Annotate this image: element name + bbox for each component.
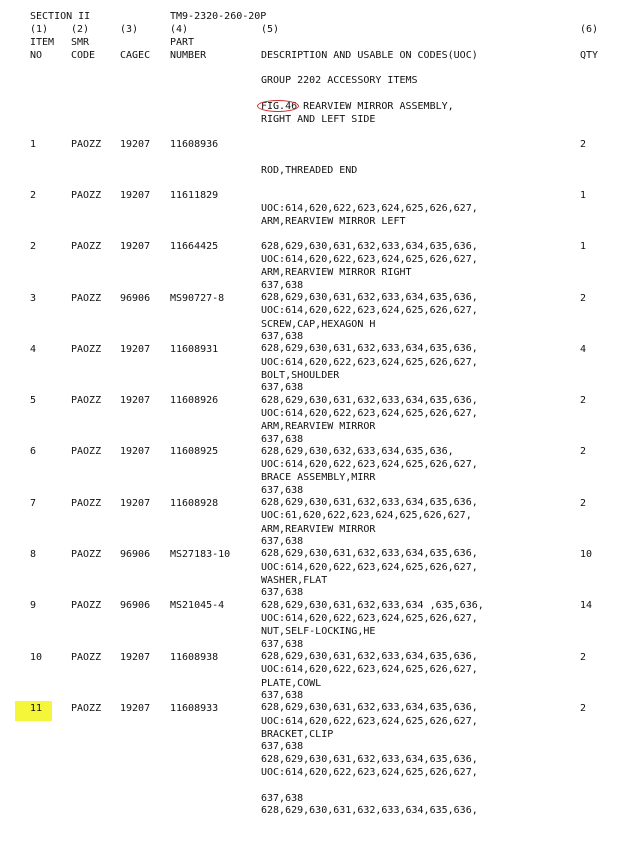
description-line: UOC:614,620,622,623,624,625,626,627, (261, 356, 478, 368)
description-line: 628,629,630,631,632,633,634,635,636, (261, 395, 478, 407)
quantity: 2 (580, 498, 587, 509)
figure-annotation-circle (257, 100, 299, 112)
description-line: UOC:614,620,622,623,624,625,626,627, (261, 407, 478, 419)
part-number: 11608936 (170, 139, 219, 150)
part-number: 11608926 (170, 395, 219, 406)
description-line: 628,629,630,631,632,633,634,635,636, (261, 548, 478, 560)
quantity: 14 (580, 600, 593, 611)
part-number: MS27183-10 (170, 549, 231, 560)
description-line: 637,638 (261, 279, 304, 291)
col-num-4: (4) (170, 24, 189, 35)
smr-code: PAOZZ (71, 600, 102, 611)
part-number: 11664425 (170, 241, 219, 252)
item-number: 9 (30, 600, 37, 611)
item-number: 11 (30, 703, 43, 714)
description-line: 637,638 (261, 740, 304, 752)
col-header-no: NO (30, 50, 43, 61)
quantity: 2 (580, 446, 587, 457)
section-label: SECTION II (30, 11, 91, 22)
description-line: UOC:614,620,622,623,624,625,626,627, (261, 663, 478, 675)
description-line: BRACKET,CLIP (261, 728, 334, 740)
description-line: 637,638 (261, 381, 304, 393)
description-line: 628,629,630,631,632,633,634,635,636, (261, 805, 478, 817)
description-line: 637,638 (261, 484, 304, 496)
description-line: BRACE ASSEMBLY,MIRR (261, 471, 376, 483)
col-header-part: PART (170, 37, 195, 48)
quantity: 2 (580, 395, 587, 406)
part-number: 11608925 (170, 446, 219, 457)
description-line: UOC:614,620,622,623,624,625,626,627, (261, 202, 478, 214)
cagec: 19207 (120, 241, 151, 252)
item-number: 4 (30, 344, 37, 355)
item-number: 6 (30, 446, 37, 457)
description-line: 628,629,630,632,633,634,635,636, (261, 446, 454, 458)
description-line: 628,629,630,631,632,633,634,635,636, (261, 754, 478, 766)
description-line: UOC:614,620,622,623,624,625,626,627, (261, 715, 478, 727)
part-number: 11608928 (170, 498, 219, 509)
description-line: 628,629,630,631,632,633,634,635,636, (261, 497, 478, 509)
item-number: 10 (30, 652, 43, 663)
description-line: UOC:614,620,622,623,624,625,626,627, (261, 612, 478, 624)
quantity: 10 (580, 549, 593, 560)
cagec: 96906 (120, 600, 151, 611)
description-line: 628,629,630,631,632,633,634,635,636, (261, 343, 478, 355)
smr-code: PAOZZ (71, 703, 102, 714)
description-line: 637,638 (261, 792, 304, 804)
quantity: 4 (580, 344, 587, 355)
quantity: 1 (580, 190, 587, 201)
smr-code: PAOZZ (71, 241, 102, 252)
item-number: 8 (30, 549, 37, 560)
col-header-item: ITEM (30, 37, 55, 48)
smr-code: PAOZZ (71, 293, 102, 304)
cagec: 96906 (120, 549, 151, 560)
description-line: SCREW,CAP,HEXAGON H (261, 318, 376, 330)
description-line: 637,638 (261, 433, 304, 445)
part-number: MS90727-8 (170, 293, 225, 304)
item-number: 1 (30, 139, 37, 150)
col-header-smr: SMR (71, 37, 90, 48)
smr-code: PAOZZ (71, 549, 102, 560)
col-header-qty: QTY (580, 50, 599, 61)
quantity: 1 (580, 241, 587, 252)
group-title: GROUP 2202 ACCESSORY ITEMS (261, 75, 418, 86)
description-line: ARM,REARVIEW MIRROR (261, 420, 376, 432)
description-line: 637,638 (261, 689, 304, 701)
description (261, 703, 478, 844)
item-number: 3 (30, 293, 37, 304)
description-line: 628,629,630,631,632,633,634,635,636, (261, 241, 478, 253)
description-line: BOLT,SHOULDER (261, 369, 340, 381)
item-number: 2 (30, 190, 37, 201)
description-line: 637,638 (261, 638, 304, 650)
quantity: 2 (580, 652, 587, 663)
col-num-2: (2) (71, 24, 90, 35)
cagec: 19207 (120, 395, 151, 406)
description-line: 628,629,630,631,632,633,634 ,635,636, (261, 600, 484, 612)
description-line: 628,629,630,631,632,633,634,635,636, (261, 702, 478, 714)
figure-title-line1: FIG.46 REARVIEW MIRROR ASSEMBLY, (261, 101, 454, 112)
description-line: WASHER,FLAT (261, 574, 328, 586)
part-number: MS21045-4 (170, 600, 225, 611)
quantity: 2 (580, 293, 587, 304)
smr-code: PAOZZ (71, 652, 102, 663)
item-number: 2 (30, 241, 37, 252)
cagec: 19207 (120, 498, 151, 509)
description-line: 637,638 (261, 535, 304, 547)
description-line: 628,629,630,631,632,633,634,635,636, (261, 292, 478, 304)
cagec: 19207 (120, 190, 151, 201)
col-num-3: (3) (120, 24, 139, 35)
part-number: 11608933 (170, 703, 219, 714)
col-num-1: (1) (30, 24, 49, 35)
description-line: UOC:614,620,622,623,624,625,626,627, (261, 766, 478, 778)
description-line: NUT,SELF-LOCKING,HE (261, 625, 376, 637)
part-number: 11608938 (170, 652, 219, 663)
col-header-number: NUMBER (170, 50, 207, 61)
description-line: UOC:614,620,622,623,624,625,626,627, (261, 253, 478, 265)
part-number: 11608931 (170, 344, 219, 355)
quantity: 2 (580, 139, 587, 150)
description-line: ARM,REARVIEW MIRROR (261, 523, 376, 535)
description-line: UOC:614,620,622,623,624,625,626,627, (261, 561, 478, 573)
cagec: 19207 (120, 446, 151, 457)
cagec: 19207 (120, 139, 151, 150)
description-line: UOC:614,620,622,623,624,625,626,627, (261, 304, 478, 316)
smr-code: PAOZZ (71, 139, 102, 150)
item-number: 7 (30, 498, 37, 509)
cagec: 96906 (120, 293, 151, 304)
description-line: 637,638 (261, 586, 304, 598)
col-header-cagec: CAGEC (120, 50, 151, 61)
figure-title-line2: RIGHT AND LEFT SIDE (261, 114, 376, 125)
col-header-description: DESCRIPTION AND USABLE ON CODES(UOC) (261, 50, 478, 61)
smr-code: PAOZZ (71, 498, 102, 509)
item-number: 5 (30, 395, 37, 406)
smr-code: PAOZZ (71, 446, 102, 457)
cagec: 19207 (120, 344, 151, 355)
description-line: ARM,REARVIEW MIRROR RIGHT (261, 266, 412, 278)
description-line: UOC:61,620,622,623,624,625,626,627, (261, 509, 472, 521)
col-num-5: (5) (261, 24, 280, 35)
cagec: 19207 (120, 703, 151, 714)
col-header-code: CODE (71, 50, 96, 61)
quantity: 2 (580, 703, 587, 714)
description-line: 637,638 (261, 330, 304, 342)
part-number: 11611829 (170, 190, 219, 201)
description-line: ARM,REARVIEW MIRROR LEFT (261, 215, 406, 227)
col-num-6: (6) (580, 24, 599, 35)
description-line: PLATE,COWL (261, 677, 322, 689)
smr-code: PAOZZ (71, 190, 102, 201)
smr-code: PAOZZ (71, 395, 102, 406)
description-line: 628,629,630,631,632,633,634,635,636, (261, 651, 478, 663)
cagec: 19207 (120, 652, 151, 663)
smr-code: PAOZZ (71, 344, 102, 355)
tm-number: TM9-2320-260-20P (170, 11, 267, 22)
description-line: UOC:614,620,622,623,624,625,626,627, (261, 458, 478, 470)
description-line: ROD,THREADED END (261, 164, 358, 176)
